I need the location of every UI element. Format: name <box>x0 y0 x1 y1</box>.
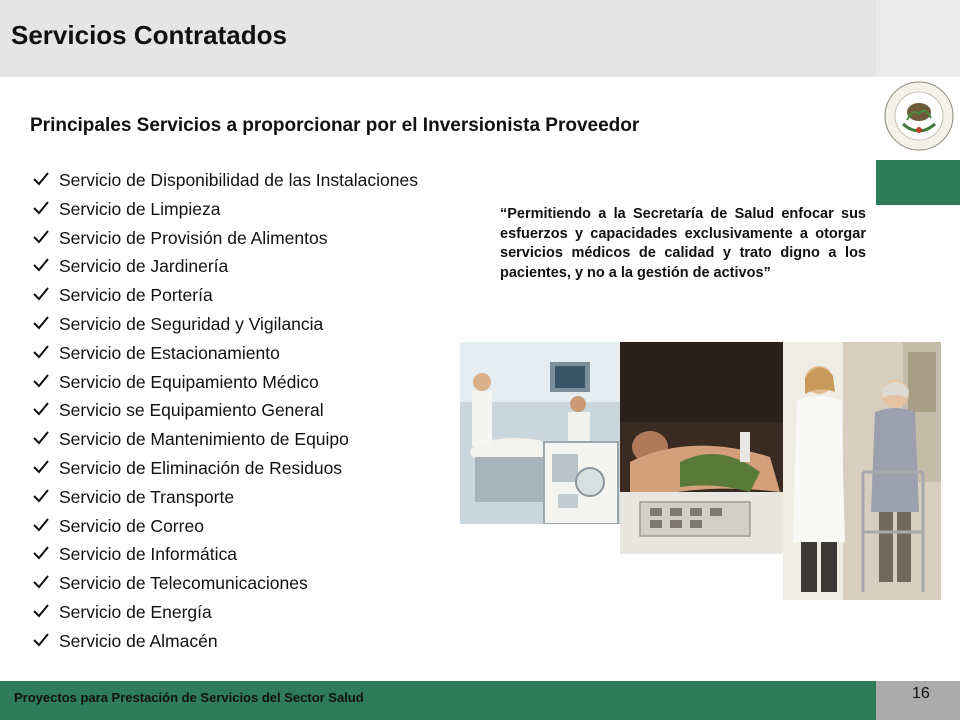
checkmark-icon <box>32 199 50 217</box>
page-number: 16 <box>912 685 930 702</box>
service-label: Servicio de Energía <box>59 601 212 622</box>
checkmark-icon <box>32 573 50 591</box>
service-label: Servicio de Eliminación de Residuos <box>59 457 343 478</box>
medical-equipment-photo <box>460 342 620 524</box>
service-label: Servicio de Jardinería <box>59 256 229 277</box>
service-label: Servicio de Informática <box>59 544 237 565</box>
quote-text: “Permitiendo a la Secretaría de Salud enfocar sus esfuerzos y capacidades exclusivamente a otorgar servicios médicos de calidad y trato digno a los pacientes, y no a la gestión de activos” <box>500 206 866 281</box>
checkmark-icon <box>32 343 50 361</box>
checkmark-icon <box>32 544 50 562</box>
checkmark-icon <box>32 400 50 418</box>
service-label: Servicio de Equipamiento Médico <box>59 371 319 392</box>
checkmark-icon <box>32 256 50 274</box>
shcp-logo-box <box>876 160 960 205</box>
side-strip-top <box>876 0 960 77</box>
service-label: Servicio de Seguridad y Vigilancia <box>59 313 324 334</box>
patient-care-photo <box>783 342 941 600</box>
service-label: Servicio de Provisión de Alimentos <box>59 227 328 248</box>
checkmark-icon <box>32 429 50 447</box>
checkmark-icon <box>32 602 50 620</box>
checkmark-icon <box>32 487 50 505</box>
checkmark-icon <box>32 314 50 332</box>
footer-title: Proyectos para Prestación de Servicios del Sector Salud <box>14 690 364 705</box>
checkmark-icon <box>32 285 50 303</box>
service-label: Servicio de Telecomunicaciones <box>59 573 308 594</box>
checkmark-icon <box>32 170 50 188</box>
service-label: Servicio se Equipamiento General <box>59 400 324 421</box>
ultrasound-photo <box>620 342 783 554</box>
checkmark-icon <box>32 516 50 534</box>
service-label: Servicio de Mantenimiento de Equipo <box>59 429 349 450</box>
mexico-seal-icon <box>883 80 955 154</box>
service-label: Servicio de Estacionamiento <box>59 342 280 363</box>
service-label: Servicio de Disponibilidad de las Instalaciones <box>59 170 418 190</box>
service-label: Servicio de Almacén <box>59 630 218 651</box>
service-label: Servicio de Transporte <box>59 486 235 507</box>
page-title: Servicios Contratados <box>11 20 287 50</box>
section-subtitle: Principales Servicios a proporcionar por el Inversionista Proveedor <box>30 115 640 136</box>
checkmark-icon <box>32 458 50 476</box>
checkmark-icon <box>32 228 50 246</box>
checkmark-icon <box>32 631 50 649</box>
service-label: Servicio de Portería <box>59 285 213 306</box>
service-label: Servicio de Limpieza <box>59 198 221 219</box>
shcp-logo: SHCP <box>18 171 75 192</box>
checkmark-icon <box>32 372 50 390</box>
service-label: Servicio de Correo <box>59 515 204 536</box>
